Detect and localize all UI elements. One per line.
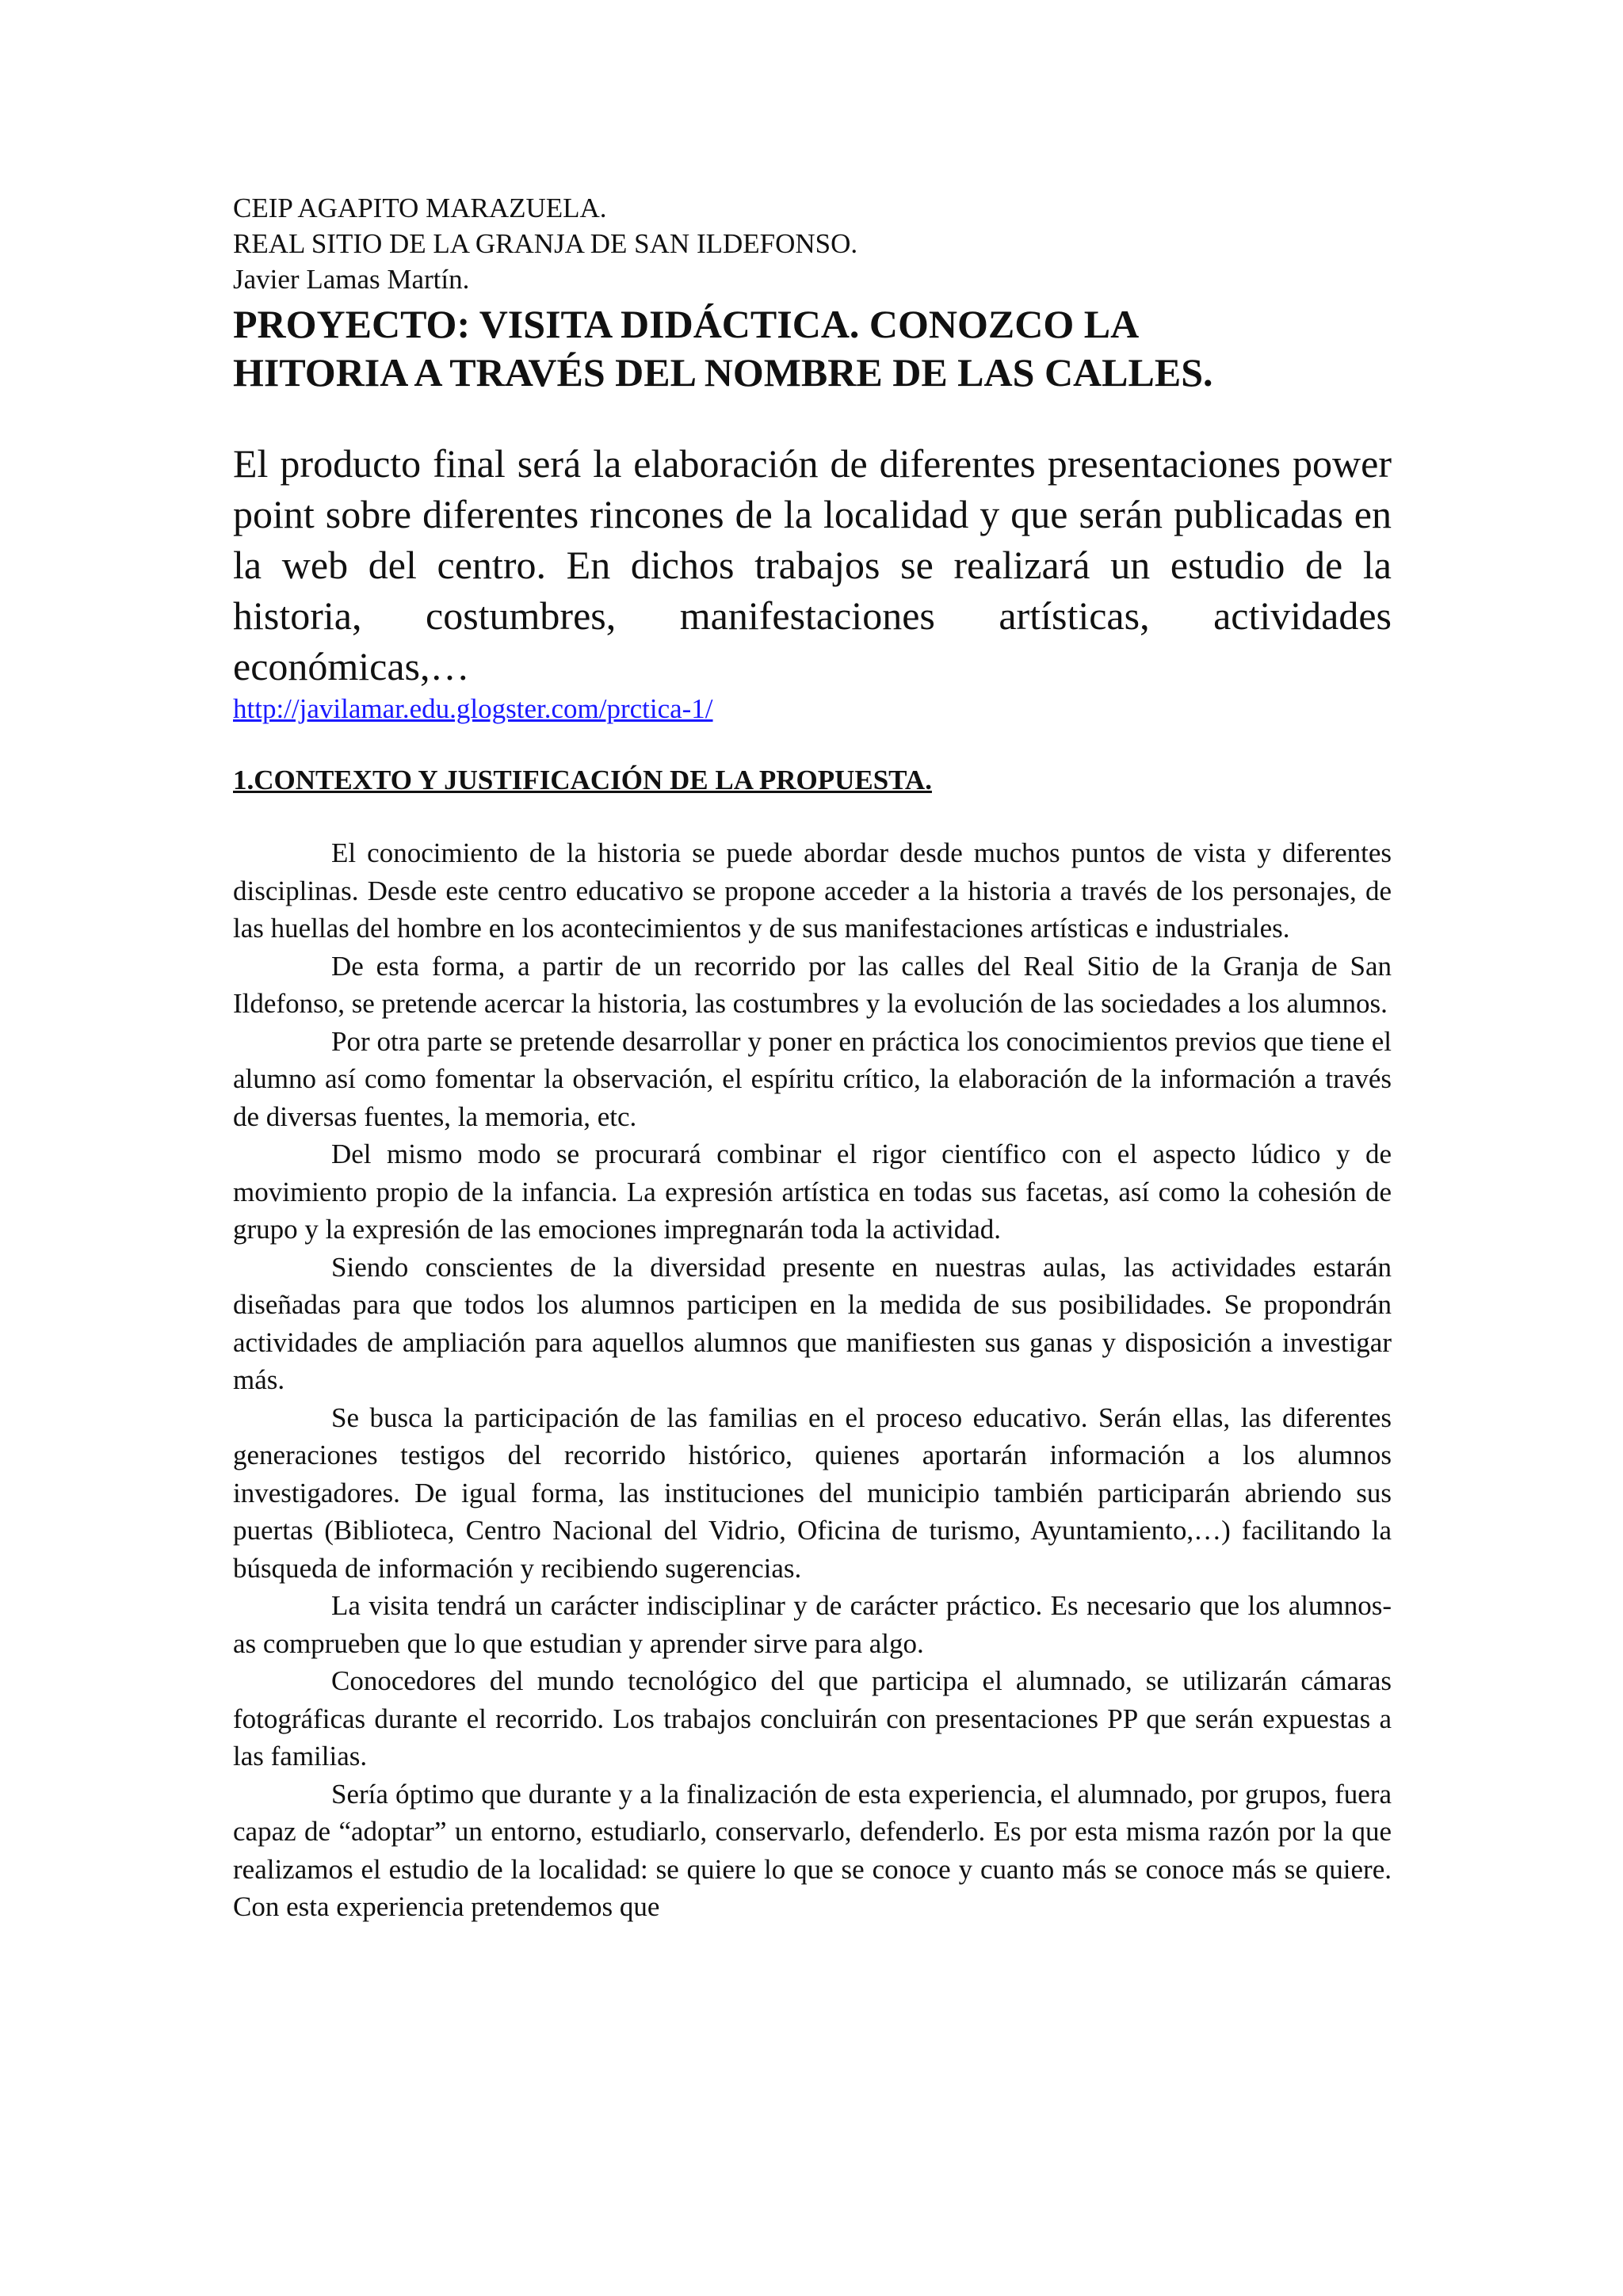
- school-location: REAL SITIO DE LA GRANJA DE SAN ILDEFONSO.: [233, 228, 858, 259]
- school-name: CEIP AGAPITO MARAZUELA.: [233, 193, 607, 223]
- project-title-line-2: HITORIA A TRAVÉS DEL NOMBRE DE LAS CALLES.: [233, 350, 1213, 395]
- project-title-line-1: PROYECTO: VISITA DIDÁCTICA. CONOZCO LA: [233, 302, 1140, 346]
- body-paragraph: Siendo conscientes de la diversidad presente en nuestras aulas, las actividades estarán diseñadas para que todos los alumnos participen en la medida de sus posibilidades. Se propondrán actividades de ampliación para aquellos alumnos que manifiesten sus ganas y disposición a investigar más.: [233, 1251, 1392, 1395]
- project-title: [233, 300, 1392, 397]
- body-paragraph: Sería óptimo que durante y a la finalización de esta experiencia, el alumnado, por grupos, fuera capaz de “adoptar” un entorno, estudiarlo, conservarlo, defenderlo. Es por esta misma razón por la que realizamos el estudio de la localidad: se quiere lo que se conoce y cuanto más se conoce más se quiere. Con esta experiencia pretendemos que: [233, 1778, 1392, 1922]
- author-name: Javier Lamas Martín.: [233, 264, 470, 295]
- body-paragraph: Por otra parte se pretende desarrollar y poner en práctica los conocimientos previos que tiene el alumno así como fomentar la observación, el espíritu crítico, la elaboración de la información a través de diversas fuentes, la memoria, etc.: [233, 1025, 1392, 1132]
- body-paragraph: Se busca la participación de las familias en el proceso educativo. Serán ellas, las diferentes generaciones testigos del recorrido histórico, quienes aportarán información a los alumnos investigadores. De igual forma, las instituciones del municipio también participarán abriendo sus puertas (Biblioteca, Centro Nacional del Vidrio, Oficina de turismo, Ayuntamiento,…) facilitando la búsqueda de información y recibiendo sugerencias.: [233, 1402, 1392, 1584]
- section-body: [233, 834, 1392, 1926]
- body-paragraph: La visita tendrá un carácter indisciplinar y de carácter práctico. Es necesario que los alumnos-as comprueben que lo que estudian y aprender sirve para algo.: [233, 1590, 1392, 1659]
- glogster-link[interactable]: http://javilamar.edu.glogster.com/prctica-1/: [233, 693, 713, 724]
- body-paragraph: El conocimiento de la historia se puede abordar desde muchos puntos de vista y diferentes disciplinas. Desde este centro educativo se propone acceder a la historia a través de los personajes, de las huellas del hombre en los acontecimientos y de sus manifestaciones artísticas e industriales.: [233, 837, 1392, 944]
- body-paragraph: Del mismo modo se procurará combinar el rigor científico con el aspecto lúdico y de movimiento propio de la infancia. La expresión artística en todas sus facetas, así como la cohesión de grupo y la expresión de las emociones impregnarán toda la actividad.: [233, 1138, 1392, 1245]
- section-title: 1.CONTEXTO Y JUSTIFICACIÓN DE LA PROPUESTA.: [233, 765, 932, 795]
- document-page: [233, 190, 1392, 1926]
- intro-paragraph: El producto final será la elaboración de diferentes presentaciones power point sobre diferentes rincones de la localidad y que serán publicadas en la web del centro. En dichos trabajos se realizará un estudio de la historia, costumbres, manifestaciones artísticas, actividades económicas,…: [233, 441, 1392, 688]
- body-paragraph: De esta forma, a partir de un recorrido por las calles del Real Sitio de la Granja de San Ildefonso, se pretende acercar la historia, las costumbres y la evolución de las sociedades a los alumnos.: [233, 950, 1392, 1019]
- body-paragraph: Conocedores del mundo tecnológico del que participa el alumnado, se utilizarán cámaras fotográficas durante el recorrido. Los trabajos concluirán con presentaciones PP que serán expuestas a las familias.: [233, 1665, 1392, 1772]
